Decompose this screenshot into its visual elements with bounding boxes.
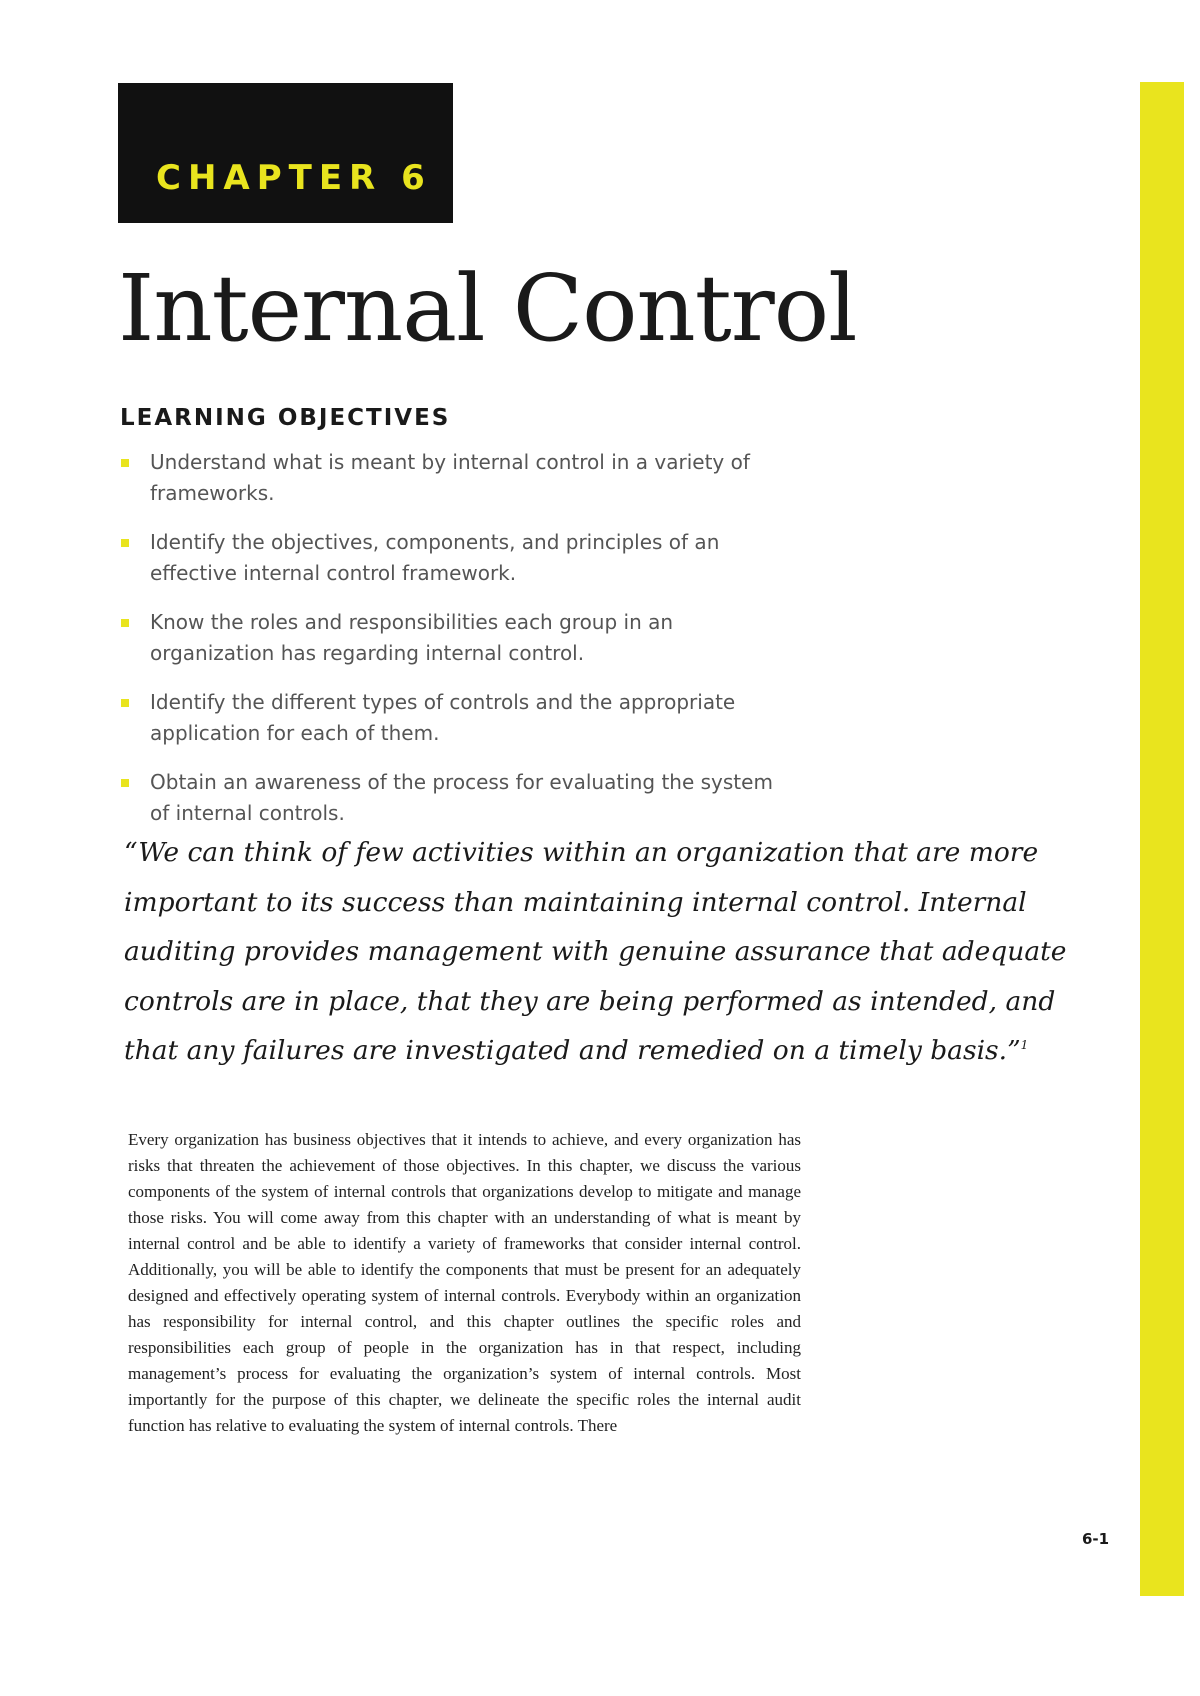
quote-text: “We can think of few activities within an organization that are more important to its success than maintaining internal control. Internal auditing provides management with genuine assurance that adequate controls are in place, that they are being performed as intended, and that any failures are investigated and remedied on a timely basis.” (124, 837, 1067, 1066)
learning-objective-text: Obtain an awareness of the process for evaluating the system of internal controls. (150, 770, 773, 825)
learning-objective-item (118, 607, 778, 669)
chapter-epigraph-quote (124, 828, 1074, 1076)
learning-objective-text: Identify the objectives, components, and principles of an effective internal control framework. (150, 530, 720, 585)
square-bullet-icon (121, 459, 129, 467)
learning-objective-text: Identify the different types of controls and the appropriate application for each of them. (150, 690, 736, 745)
learning-objective-item (118, 767, 778, 829)
chapter-side-tab (1140, 82, 1184, 1596)
learning-objective-text: Understand what is meant by internal control in a variety of frameworks. (150, 450, 750, 505)
intro-paragraph: Every organization has business objectives that it intends to achieve, and every organization has risks that threaten the achievement of those objectives. In this chapter, we discuss the various components of the system of internal controls that organizations develop to mitigate and manage those risks. You will come away from this chapter with an understanding of what is meant by internal control and be able to identify a variety of frameworks that consider internal control. Additionally, you will be able to identify the components that must be present for an adequately designed and effectively operating system of internal controls. Everybody within an organization has responsibility for internal control, and this chapter outlines the specific roles and responsibilities each group of people in the organization has in that respect, including management’s process for evaluating the organization’s system of internal controls. Most importantly for the purpose of this chapter, we delineate the specific roles the internal audit function has relative to evaluating the system of internal controls. There (128, 1130, 801, 1435)
square-bullet-icon (121, 539, 129, 547)
chapter-label: CHAPTER 6 (156, 158, 432, 198)
learning-objective-item (118, 447, 778, 509)
quote-footnote-marker: 1 (1020, 1038, 1029, 1053)
learning-objectives-heading: LEARNING OBJECTIVES (120, 405, 451, 431)
chapter-title: Internal Control (118, 255, 857, 362)
square-bullet-icon (121, 619, 129, 627)
square-bullet-icon (121, 699, 129, 707)
learning-objective-item (118, 687, 778, 749)
learning-objectives-list (118, 447, 778, 847)
chapter-label-box (118, 83, 453, 223)
square-bullet-icon (121, 779, 129, 787)
page-number: 6-1 (1082, 1530, 1110, 1548)
learning-objective-text: Know the roles and responsibilities each group in an organization has regarding internal control. (150, 610, 674, 665)
learning-objective-item (118, 527, 778, 589)
